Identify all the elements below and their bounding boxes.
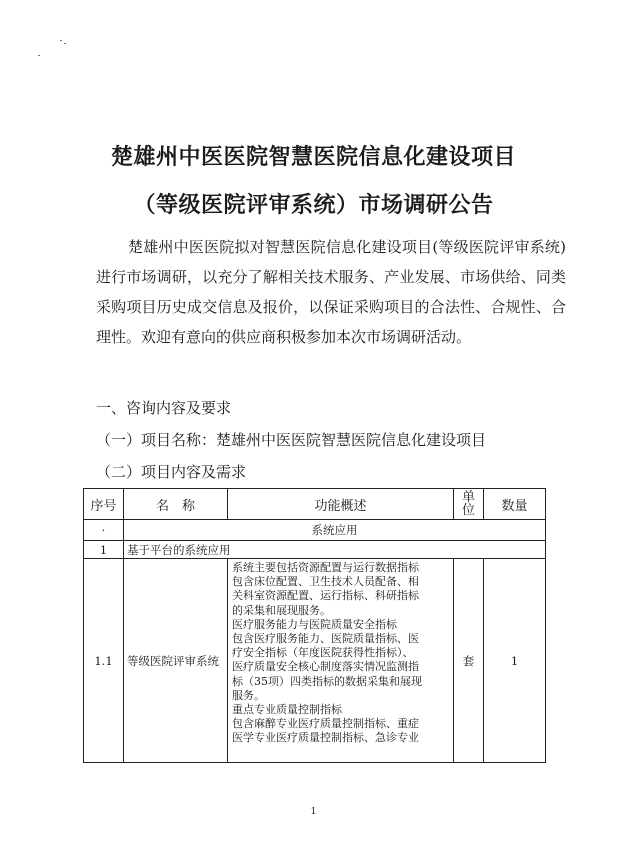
group-label: 基于平台的系统应用 <box>124 541 546 559</box>
desc-line: 服务。 <box>232 688 265 702</box>
page-title-line-2: （等级医院评审系统）市场调研公告 <box>133 193 494 218</box>
section-label: 系统应用 <box>124 520 546 541</box>
intro-paragraph: 楚雄州中医医院拟对智慧医院信息化建设项目(等级医院评审系统)进行市场调研，以充分了解相关技术服务、产业发展、市场供给、同类采购项目历史成交信息及报价，以保证采购项目的合法性、合规性、合理性。欢迎有意向的供应商积极参加本次市场调研活动。 <box>96 238 566 346</box>
desc-line: 医学专业医疗质量控制指标、急诊专业 <box>232 731 419 745</box>
requirements-table <box>83 488 546 763</box>
desc-line: 标（35项）四类指标的数据采集和展现 <box>232 674 422 688</box>
item-name: 等级医院评审系统 <box>124 559 228 763</box>
item-unit: 套 <box>454 559 484 763</box>
desc-line: 包含医疗服务能力、医院质量指标、医 <box>232 632 419 646</box>
desc-line: 包含麻醉专业医疗质量控制指标、重症 <box>232 717 419 731</box>
section-heading-consult: 一、咨询内容及要求 <box>96 399 232 417</box>
header-desc: 功能概述 <box>228 489 454 520</box>
table-row-section <box>84 520 546 541</box>
desc-line: 包含床位配置、卫生技术人员配备、相 <box>232 575 419 589</box>
desc-line: 医疗服务能力与医院质量安全指标 <box>232 617 397 631</box>
group-no: 1 <box>84 541 124 559</box>
section-no: · <box>84 520 124 541</box>
desc-line: 医疗质量安全核心制度落实情况监测指 <box>232 660 419 674</box>
desc-line: 重点专业质量控制指标 <box>232 703 342 717</box>
header-qty: 数量 <box>484 489 546 520</box>
desc-line: 的采集和展现服务。 <box>232 603 331 617</box>
desc-line: 关科室资源配置、运行指标、科研指标 <box>232 589 419 603</box>
header-unit: 单位 <box>454 489 484 520</box>
page-title-line-1: 楚雄州中医医院智慧医院信息化建设项目 <box>110 145 516 170</box>
item-no: 1.1 <box>84 559 124 763</box>
table-header-row <box>84 489 546 520</box>
scan-specks <box>38 40 78 60</box>
desc-line: 疗安全指标（年度医院获得性指标）、 <box>232 646 414 660</box>
project-content-heading: （二）项目内容及需求 <box>96 463 247 481</box>
project-name-line: （一）项目名称：楚雄州中医医院智慧医院信息化建设项目 <box>96 431 487 449</box>
item-description <box>228 559 454 763</box>
header-no: 序号 <box>84 489 124 520</box>
desc-line: 系统主要包括资源配置与运行数据指标 <box>232 561 419 574</box>
page-number: 1 <box>310 807 317 817</box>
table-row <box>84 559 546 763</box>
table-row-group <box>84 541 546 559</box>
header-name: 名 称 <box>124 489 228 520</box>
item-qty: 1 <box>484 559 546 763</box>
